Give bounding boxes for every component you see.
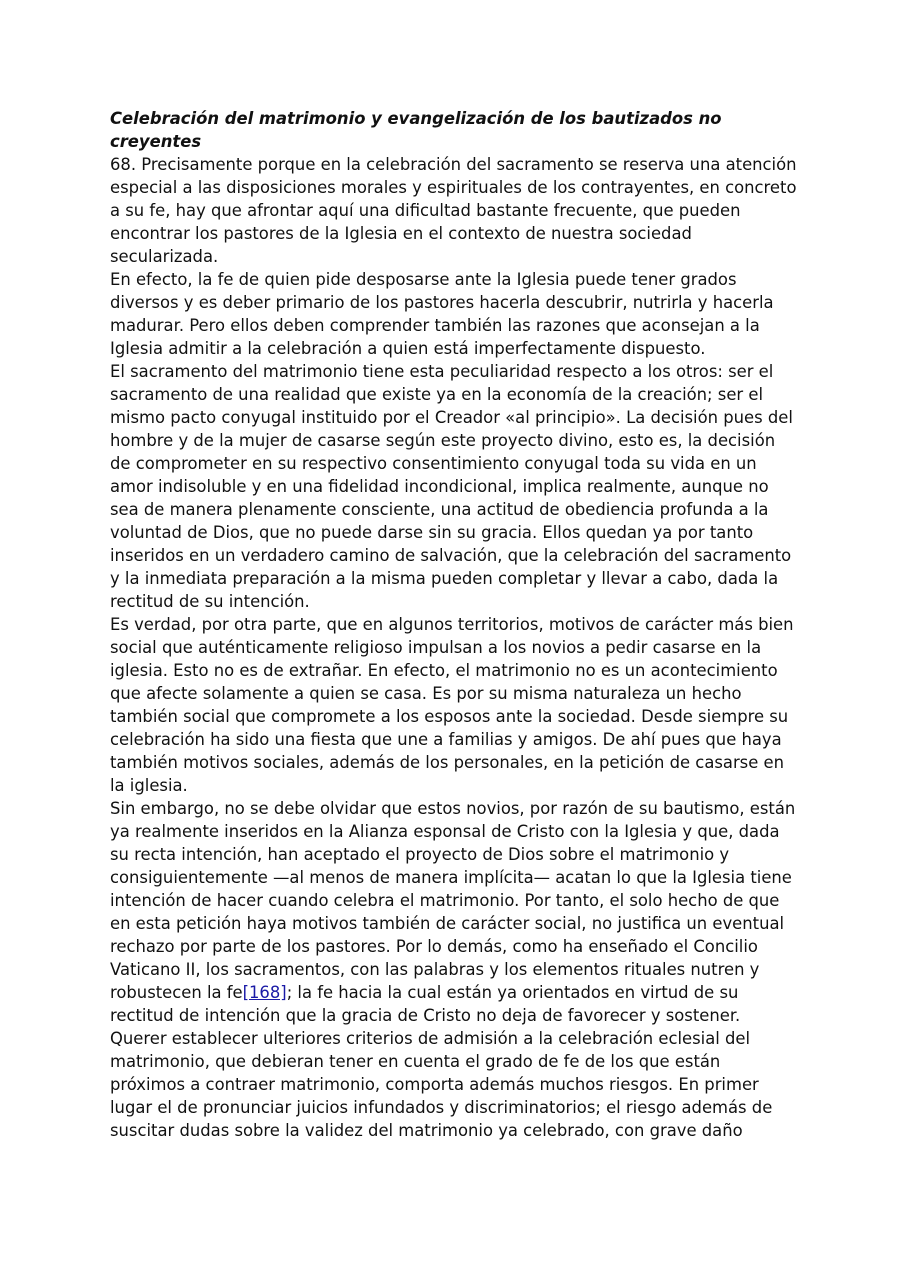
paragraph-fe-grados: En efecto, la fe de quien pide desposarse ante la Iglesia puede tener grados diversos y es deber primario de los pastores hacerla descubrir, nutrirla y hacerla madurar. Pero ellos deben comprender también las razones que aconsejan a la Iglesia admitir a la celebración a quien está imperfectamente dispuesto.	[110, 270, 774, 358]
paragraph-68: 68. Precisamente porque en la celebración del sacramento se reserva una atención especial a las disposiciones morales y espirituales de los contrayentes, en concreto a su fe, hay que afrontar aquí una dificultad bastante frecuente, que pueden encontrar los pastores de la Iglesia en el contexto de nuestra sociedad secularizada.	[110, 155, 797, 266]
paragraph-sacramento-peculiaridad: El sacramento del matrimonio tiene esta peculiaridad respecto a los otros: ser el sacramento de una realidad que existe ya en la economía de la creación; ser el mismo pacto conyugal instituido por el Creador «al principio». La decisión pues del hombre y de la mujer de casarse según este proyecto divino, esto es, la decisión de comprometer en su respectivo consentimiento conyugal toda su vida en un amor indisoluble y en una fidelidad incondicional, implica realmente, aunque no sea de manera plenamente consciente, una actitud de obediencia profunda a la voluntad de Dios, que no puede darse sin su gracia. Ellos quedan ya por tanto inseridos en un verdadero camino de salvación, que la celebración del sacramento y la inmediata preparación a la misma pueden completar y llevar a cabo, dada la rectitud de su intención.	[110, 362, 793, 611]
paragraph-text-before-footnote: Sin embargo, no se debe olvidar que estos novios, por razón de su bautismo, están ya realmente inseridos en la Alianza esponsal de Cristo con la Iglesia y que, dada su recta intención, han aceptado el proyecto de Dios sobre el matrimonio y consiguientemente —al menos de manera implícita— acatan lo que la Iglesia tiene intención de hacer cuando celebra el matrimonio. Por tanto, el solo hecho de que en esta petición haya motivos también de carácter social, no justifica un eventual rechazo por parte de los pastores. Por lo demás, como ha enseñado el Concilio Vaticano II, los sacramentos, con las palabras y los elementos rituales nutren y robustecen la fe	[110, 799, 796, 1002]
paragraph-motivos-sociales: Es verdad, por otra parte, que en algunos territorios, motivos de carácter más bien social que auténticamente religioso impulsan a los novios a pedir casarse en la iglesia. Esto no es de extrañar. En efecto, el matrimonio no es un acontecimiento que afecte solamente a quien se casa. Es por su misma naturaleza un hecho también social que compromete a los esposos ante la sociedad. Desde siempre su celebración ha sido una fiesta que une a familias y amigos. De ahí pues que haya también motivos sociales, además de los personales, en la petición de casarse en la iglesia.	[110, 615, 794, 795]
document-body	[110, 107, 800, 1142]
footnote-link-168[interactable]: [168]	[242, 983, 287, 1002]
paragraph-alianza-esponsal	[110, 797, 800, 1027]
paragraph-criterios-admision: Querer establecer ulteriores criterios de admisión a la celebración eclesial del matrimonio, que debieran tener en cuenta el grado de fe de los que están próximos a contraer matrimonio, comporta además muchos riesgos. En primer lugar el de pronunciar juicios infundados y discriminatorios; el riesgo además de suscitar dudas sobre la validez del matrimonio ya celebrado, con grave daño	[110, 1029, 773, 1140]
paragraph-text-after-footnote: ; la fe hacia la cual están ya orientados en virtud de su rectitud de intención que la gracia de Cristo no deja de favorecer y sostener.	[110, 983, 741, 1025]
section-title: Celebración del matrimonio y evangelización de los bautizados no creyentes	[110, 109, 722, 151]
